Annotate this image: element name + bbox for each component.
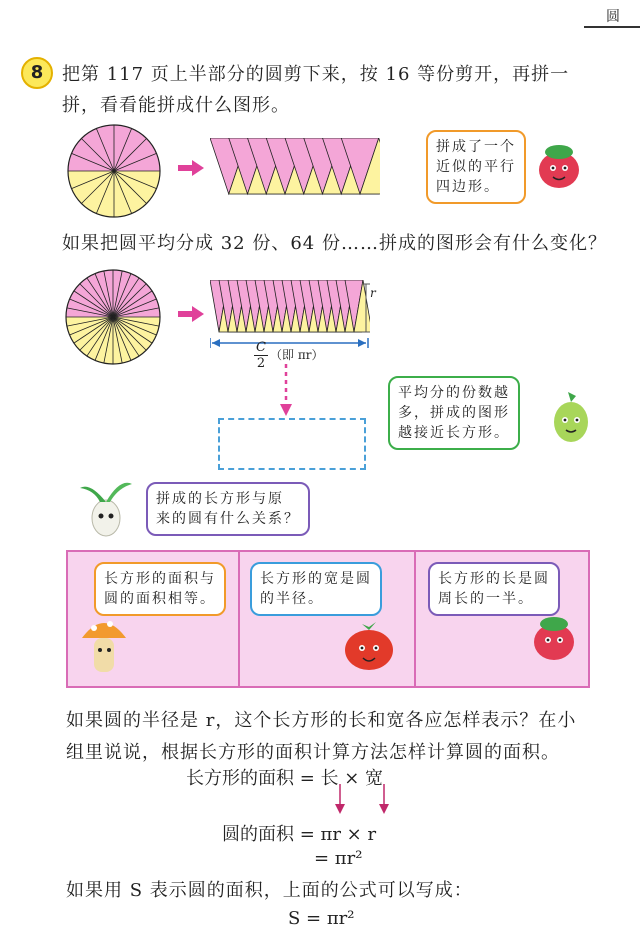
right-arrow-icon [178,306,204,322]
header-rule [584,26,640,28]
height-bracket [360,282,372,334]
section-title: 圆 [606,9,620,25]
speech-bubble-parallelogram: 拼成了一个 近似的平行 四边形。 [426,130,526,204]
green-character-icon [546,392,596,452]
speech-bubble-relation: 拼成的长方形与原 来的圆有什么关系？ [146,482,310,536]
answer-blank-box[interactable] [218,418,366,470]
tomato-character-icon [334,618,404,678]
formula-arrows [330,784,390,814]
approx-parallelogram [210,138,380,196]
right-arrow-icon [178,160,204,176]
question-32-64: 如果把圆平均分成 32 份、64 份……拼成的图形会有什么变化？ [62,233,607,254]
strawberry-character-icon [528,610,580,666]
problem-number: 8 [30,62,44,83]
width-paren-label: （即 πr） [270,348,324,362]
speech-bubble-more-parts: 平均分的份数越 多，拼成的图形 越接近长方形。 [388,376,520,450]
radish-character-icon [70,472,140,542]
height-label-r: r [370,286,376,300]
speech-bubble-width-radius: 长方形的宽是圆 的半径。 [250,562,382,616]
mushroom-character-icon [78,612,130,680]
formula-rectangle-area: 长方形的面积 = 长 × 宽 [186,768,384,789]
radius-question-line2: 组里说说，根据长方形的面积计算方法怎样计算圆的面积。 [66,742,560,763]
width-fraction-denominator: 2 [256,356,266,371]
problem-text-line1: 把第 117 页上半部分的圆剪下来，按 16 等份剪开，再拼一 [62,64,570,85]
speech-bubble-area-equal: 长方形的面积与 圆的面积相等。 [94,562,226,616]
strawberry-character-icon [534,140,584,192]
radius-question-line1: 如果圆的半径是 r，这个长方形的长和宽各应怎样表示？在小 [66,710,577,731]
symbol-s-line: 如果用 S 表示圆的面积，上面的公式可以写成： [66,880,473,901]
width-fraction [254,340,268,371]
down-arrow-icon [278,364,294,416]
width-fraction-numerator: C [254,340,268,356]
speech-bubble-length-half: 长方形的长是圆 周长的一半。 [428,562,560,616]
panel-divider [238,552,240,686]
approx-rectangle [210,280,370,336]
circle-16-parts [66,123,162,219]
problem-text-line2: 拼，看看能拼成什么图形。 [62,95,290,116]
panel-divider [414,552,416,686]
formula-result: = πr² [314,848,363,869]
final-formula: S = πr² [288,908,355,929]
circle-32-parts [64,268,162,366]
formula-circle-area: 圆的面积 = πr × r [222,824,377,845]
